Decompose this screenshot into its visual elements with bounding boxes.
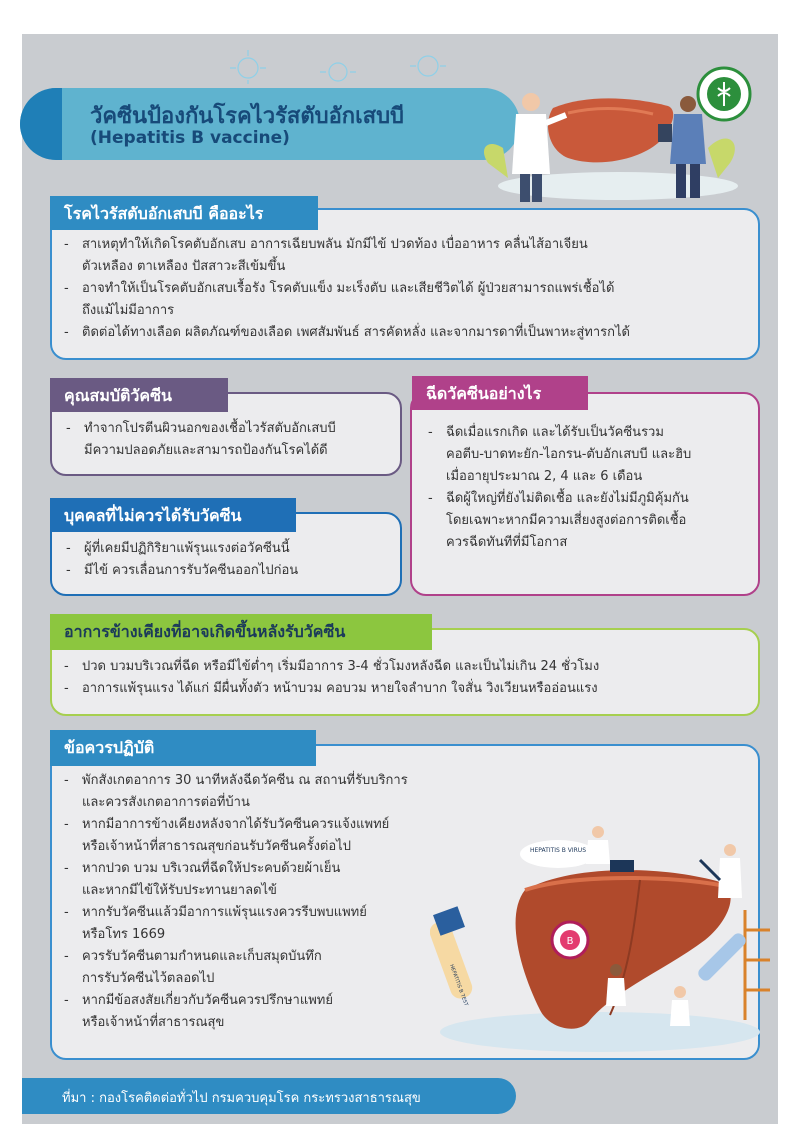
what-is-list [60, 234, 750, 344]
list-item-continued: มีความปลอดภัยและสามารถป้องกันโรคได้ดี [84, 443, 328, 458]
list-item: - หากปวด บวม บริเวณที่ฉีดให้ประคบด้วยผ้าเย็น [60, 858, 480, 880]
list-item-continued: ถึงแม้ไม่มีอาการ [82, 303, 175, 318]
advice-list [60, 770, 480, 1034]
side-effects-heading: อาการข้างเคียงที่อาจเกิดขึ้นหลังรับวัคซีน [50, 614, 432, 650]
how-to-heading: ฉีดวัคซีนอย่างไร [412, 376, 588, 410]
virus-bubble-text: HEPATITIS B VIRUS [529, 847, 587, 854]
advice-heading: ข้อควรปฏิบัติ [50, 730, 316, 766]
list-item: - หากมีอาการข้างเคียงหลังจากได้รับวัคซีนควรแจ้งแพทย์ [60, 814, 480, 836]
list-item: - ฉีดเมื่อแรกเกิด และได้รับเป็นวัคซีนรวม [424, 422, 756, 444]
list-item-continued: การรับวัคซีนไว้ตลอดไป [82, 971, 215, 986]
properties-heading: คุณสมบัติวัคซีน [50, 378, 228, 412]
list-item: - ฉีดผู้ใหญ่ที่ยังไม่ติดเชื้อ และยังไม่มีภูมิคุ้มกัน [424, 488, 756, 510]
list-item-continued: หรือเจ้าหน้าที่สาธารณสุขก่อนรับวัคซีนครั้งต่อไป [82, 839, 351, 854]
list-item: - หากมีข้อสงสัยเกี่ยวกับวัคซีนควรปรึกษาแพทย์ [60, 990, 480, 1012]
list-item-continued: ควรฉีดทันทีที่มีโอกาส [446, 535, 568, 550]
list-item-continued: หรือโทร 1669 [82, 927, 166, 942]
list-item-continued: ตัวเหลือง ตาเหลือง ปัสสาวะสีเข้มขึ้น [82, 259, 286, 274]
list-item: - ติดต่อได้ทางเลือด ผลิตภัณฑ์ของเลือด เพศสัมพันธ์ สารคัดหลั่ง และจากมารดาที่เป็นพาหะสู่ทารกได้ [60, 322, 750, 344]
list-item-continued: และหากมีไข้ให้รับประทานยาลดไข้ [82, 883, 277, 898]
list-item: - อาจทำให้เป็นโรคตับอักเสบเรื้อรัง โรคตับแข็ง มะเร็งตับ และเสียชีวิตได้ ผู้ป่วยสามารถแพร่เชื้อได้ [60, 278, 750, 300]
liver-scientists-illustration [430, 820, 770, 1060]
not-recommended-heading: บุคคลที่ไม่ควรได้รับวัคซีน [50, 498, 296, 532]
page-subtitle: (Hepatitis B vaccine) [90, 128, 290, 148]
virus-doodles [228, 50, 468, 84]
source-banner [22, 1078, 516, 1114]
list-item-continued: และควรสังเกตอาการต่อที่บ้าน [82, 795, 250, 810]
list-item-continued: หรือเจ้าหน้าที่สาธารณสุข [82, 1015, 225, 1030]
list-item: - ควรรับวัคซีนตามกำหนดและเก็บสมุดบันทึก [60, 946, 480, 968]
list-item: - ผู้ที่เคยมีปฏิกิริยาแพ้รุนแรงต่อวัคซีนนี้ [62, 538, 398, 560]
source-text: ที่มา : กองโรคติดต่อทั่วไป กรมควบคุมโรค กระทรวงสาธารณสุข [62, 1091, 421, 1106]
list-item: - ทำจากโปรตีนผิวนอกของเชื้อไวรัสตับอักเสบบี [62, 418, 398, 440]
list-item-continued: โดยเฉพาะหากมีความเสี่ยงสูงต่อการติดเชื้อ [446, 513, 687, 528]
list-item-continued: คอตีบ-บาดทะยัก-ไอกรน-ตับอักเสบบี และฮิบ [446, 447, 692, 462]
svg-text:B: B [566, 936, 574, 947]
svg-text:HEPATITIS B TEST: HEPATITIS B TEST [448, 963, 469, 1007]
how-to-list [424, 422, 756, 554]
what-is-heading: โรคไวรัสตับอักเสบบี คืออะไร [50, 196, 318, 230]
list-item: - พักสังเกตอาการ 30 นาทีหลังฉีดวัคซีน ณ สถานที่รับบริการ [60, 770, 480, 792]
list-item: - มีไข้ ควรเลื่อนการรับวัคซีนออกไปก่อน [62, 560, 398, 582]
list-item-continued: เมื่ออายุประมาณ 2, 4 และ 6 เดือน [446, 469, 643, 484]
list-item: - สาเหตุทำให้เกิดโรคตับอักเสบ อาการเฉียบพลัน มักมีไข้ ปวดท้อง เบื่ออาหาร คลื่นไส้อาเจียน [60, 234, 750, 256]
list-item: - อาการแพ้รุนแรง ได้แก่ มีผื่นทั้งตัว หน้าบวม คอบวม หายใจลำบาก ใจสั่น วิงเวียนหรืออ่อนแรง [60, 678, 756, 700]
page-title: วัคซีนป้องกันโรคไวรัสตับอักเสบบี [90, 104, 404, 129]
side-effects-list [60, 656, 756, 700]
list-item: - ปวด บวมบริเวณที่ฉีด หรือมีไข้ต่ำๆ เริ่มมีอาการ 3-4 ชั่วโมงหลังฉีด และเป็นไม่เกิน 24 ชั่วโมง [60, 656, 756, 678]
list-item: - หากรับวัคซีนแล้วมีอาการแพ้รุนแรงควรรีบพบแพทย์ [60, 902, 480, 924]
ministry-seal-logo [696, 66, 752, 122]
properties-list [62, 418, 398, 462]
not-recommended-list [62, 538, 398, 582]
